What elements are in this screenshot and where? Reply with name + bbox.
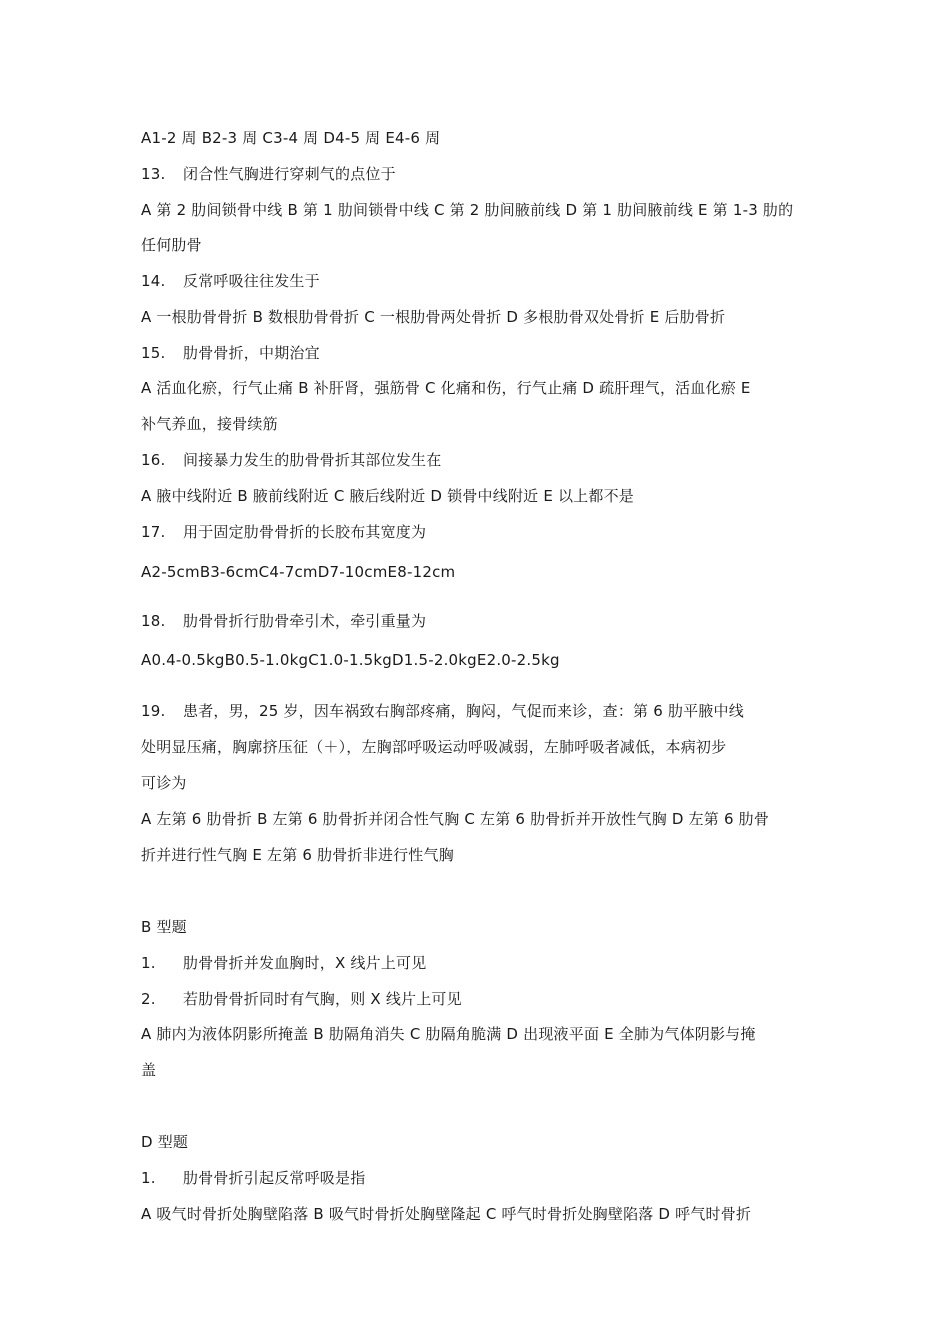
d-question-1	[141, 1168, 813, 1188]
options-q12	[141, 128, 813, 148]
line-text: 处明显压痛，胸廓挤压征（＋），左胸部呼吸运动呼吸减弱，左肺呼吸者减低，本病初步	[141, 738, 727, 756]
line-text: A 活血化瘀，行气止痛 B 补肝肾，强筋骨 C 化痛和伤，行气止痛 D 疏肝理气，活血化瘀 E	[141, 379, 751, 397]
line-text: 盖	[141, 1061, 157, 1079]
section-heading-d	[141, 1132, 813, 1152]
question-text: 肋骨骨折并发血胸时，X 线片上可见	[183, 954, 427, 972]
options-q15-line2	[141, 414, 813, 434]
options-q19-line2	[141, 845, 813, 865]
question-16	[141, 450, 813, 470]
question-13	[141, 164, 813, 184]
b-question-1	[141, 953, 813, 973]
question-number: 19.	[141, 702, 166, 720]
b-options-line1	[141, 1024, 813, 1044]
question-17	[141, 522, 813, 542]
question-text: 用于固定肋骨骨折的长胶布其宽度为	[183, 523, 427, 541]
question-15	[141, 343, 813, 363]
question-number: 18.	[141, 612, 166, 630]
question-text: 若肋骨骨折同时有气胸，则 X 线片上可见	[183, 990, 462, 1008]
question-14	[141, 271, 813, 291]
question-number: 13.	[141, 165, 166, 183]
question-number: 1.	[141, 954, 156, 972]
question-text: 闭合性气胸进行穿刺气的点位于	[183, 165, 396, 183]
question-19-line2	[141, 737, 813, 757]
options-q18	[141, 650, 813, 670]
line-text: A 左第 6 肋骨折 B 左第 6 肋骨折并闭合性气胸 C 左第 6 肋骨折并开放性气胸 D 左第 6 肋骨	[141, 810, 770, 828]
d-options-line1	[141, 1204, 813, 1224]
section-heading-b	[141, 917, 813, 937]
line-text: A1-2 周 B2-3 周 C3-4 周 D4-5 周 E4-6 周	[141, 129, 441, 147]
options-q15-line1	[141, 378, 813, 398]
line-text: 补气养血，接骨续筋	[141, 415, 278, 433]
question-text: 肋骨骨折引起反常呼吸是指	[183, 1169, 366, 1187]
question-number: 17.	[141, 523, 166, 541]
question-text: 肋骨骨折行肋骨牵引术，牵引重量为	[183, 612, 427, 630]
options-q13-line2	[141, 235, 813, 255]
line-text: A 吸气时骨折处胸壁陷落 B 吸气时骨折处胸壁隆起 C 呼气时骨折处胸壁陷落 D 呼气时骨折	[141, 1205, 752, 1223]
question-number: 1.	[141, 1169, 156, 1187]
options-q17	[141, 562, 813, 582]
question-19-line3	[141, 773, 813, 793]
line-text: 可诊为	[141, 774, 187, 792]
options-q14	[141, 307, 813, 327]
line-text: 任何肋骨	[141, 236, 202, 254]
line-text: A 肺内为液体阴影所掩盖 B 肋隔角消失 C 肋隔角脆满 D 出现液平面 E 全肺为气体阴影与掩	[141, 1025, 756, 1043]
line-text: A2-5cmB3-6cmC4-7cmD7-10cmE8-12cm	[141, 563, 456, 581]
question-number: 15.	[141, 344, 166, 362]
line-text: A 第 2 肋间锁骨中线 B 第 1 肋间锁骨中线 C 第 2 肋间腋前线 D 第 1 肋间腋前线 E 第 1-3 肋的	[141, 201, 794, 219]
line-text: 折并进行性气胸 E 左第 6 肋骨折非进行性气胸	[141, 846, 454, 864]
b-options-line2	[141, 1060, 813, 1080]
question-number: 14.	[141, 272, 166, 290]
section-title: B 型题	[141, 918, 187, 936]
section-title: D 型题	[141, 1133, 189, 1151]
question-19	[141, 701, 813, 721]
question-number: 2.	[141, 990, 156, 1008]
question-text: 反常呼吸往往发生于	[183, 272, 320, 290]
question-text: 间接暴力发生的肋骨骨折其部位发生在	[183, 451, 442, 469]
question-18	[141, 611, 813, 631]
b-question-2	[141, 989, 813, 1009]
question-number: 16.	[141, 451, 166, 469]
options-q16	[141, 486, 813, 506]
line-text: A 腋中线附近 B 腋前线附近 C 腋后线附近 D 锁骨中线附近 E 以上都不是	[141, 487, 634, 505]
options-q19-line1	[141, 809, 813, 829]
line-text: A 一根肋骨骨折 B 数根肋骨骨折 C 一根肋骨两处骨折 D 多根肋骨双处骨折 E 后肋骨折	[141, 308, 726, 326]
line-text: A0.4-0.5kgB0.5-1.0kgC1.0-1.5kgD1.5-2.0kgE2.0-2.5kg	[141, 651, 560, 669]
options-q13-line1	[141, 200, 813, 220]
question-text: 患者，男，25 岁，因车祸致右胸部疼痛，胸闷，气促而来诊，查：第 6 肋平腋中线	[183, 702, 744, 720]
question-text: 肋骨骨折，中期治宜	[183, 344, 320, 362]
